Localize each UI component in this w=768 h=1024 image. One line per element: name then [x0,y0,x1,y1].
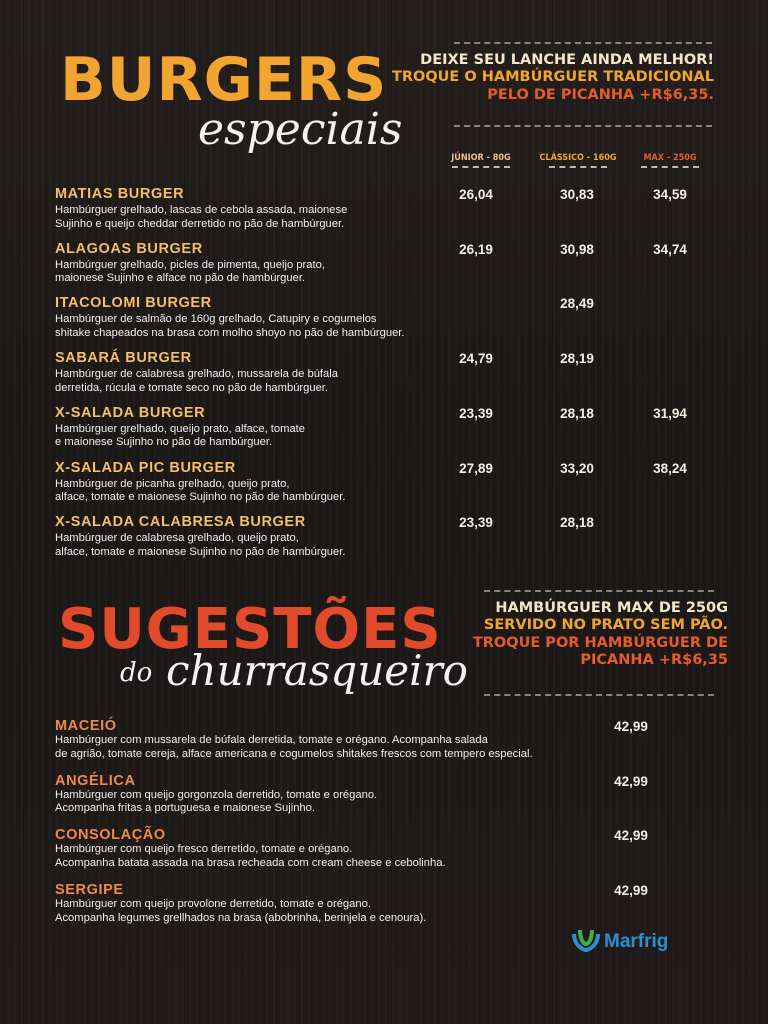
sugestoes-subtitle: churrasqueiro [166,646,468,695]
size-header-max-label: MAX - 250G [643,153,697,163]
sugestoes-title: SUGESTÕES [58,597,442,662]
burger-item-name: X-SALADA PIC BURGER [55,459,236,476]
sugestao-item-name: MACEIÓ [55,718,117,734]
sugestao-item-description: Hambúrguer com queijo provolone derretido, tomate e orégano. Acompanha legumes grellhados na brasa (abobrinha, berinjela e cenoura). [55,898,427,924]
burger-item-name: SABARÁ BURGER [55,350,192,367]
sugestao-item-description: Hambúrguer com mussarela de búfala derretida, tomate e orégano. Acompanha salada de agrião, tomate cereja, alface americana e cogumelos shitakes frescos com tempero especial. [55,734,533,760]
sugestao-item-description: Hambúrguer com queijo gorgonzola derretido, tomate e orégano. Acompanha fritas a portuguesa e maionese Sujinho. [55,788,378,815]
sugestao-item-name: SERGIPE [55,882,124,899]
sugestao-item-price: 42,99 [614,828,648,844]
burger-item-price: 26,04 [459,187,493,202]
burger-item-price: 31,94 [653,405,687,421]
burger-item-price: 23,39 [459,405,493,421]
sugestoes-promo-divider-top [484,590,714,592]
burger-item-price: 30,98 [560,241,594,257]
burger-item-price: 24,79 [459,351,493,367]
burger-item-price: 30,83 [560,187,594,202]
burger-item-name: ALAGOAS BURGER [55,240,203,257]
sugestoes-promo-line2: SERVIDO NO PRATO SEM PÃO. [483,617,728,634]
burgers-promo-line3: PELO DE PICANHA +R$6,35. [487,86,714,103]
burger-item-description: Hambúrguer de calabresa grelhado, queijo prato, alface, tomate e maionese Sujinho no pão de hambúrguer. [55,532,346,558]
burger-item-description: Hambúrguer grelhado, queijo prato, alface, tomate e maionese Sujinho no pão de hambúrguer. [55,422,306,449]
size-header-classico [530,153,626,168]
burger-item-price: 38,24 [653,460,687,476]
burger-item-price: 27,89 [459,460,493,476]
brand-name: Marfrig [604,930,669,952]
burger-item-price: 28,19 [560,351,594,367]
sugestoes-promo-line1: HAMBÚRGUER MAX DE 250G [495,600,728,616]
size-header-junior-label: JÚNIOR - 80G [451,153,511,163]
sugestao-item-price: 42,99 [614,773,648,789]
burger-item-description: Hambúrguer grelhado, picles de pimenta, queijo prato, maionese Sujinho e alface no pão de hambúrguer. [55,258,325,285]
burger-item-description: Hambúrguer de picanha grelhado, queijo prato, alface, tomate e maionese Sujinho no pão de hambúrguer. [55,477,346,503]
size-header-classico-label: CLÁSSICO - 160G [539,153,617,163]
burgers-title: BURGERS [60,45,388,115]
burgers-promo-line1: DEIXE SEU LANCHE AINDA MELHOR! [420,52,714,68]
marfrig-logo-icon [571,926,601,957]
sugestao-item-name: CONSOLAÇÃO [55,827,166,844]
sugestoes-promo-line3: TROQUE POR HAMBÚRGUER DE [472,634,728,651]
burger-item-description: Hambúrguer de calabresa grelhado, mussarela de búfala derretida, rúcula e tomate seco no pão de hambúrguer. [55,368,338,394]
burger-item-price: 28,49 [560,296,594,312]
sugestao-item-description: Hambúrguer com queijo fresco derretido, tomate e orégano. Acompanha batata assada na brasa recheada com cream cheese e cebolinha. [55,843,446,869]
burger-item-price: 34,74 [653,241,687,257]
burgers-subtitle: especiais [198,104,403,155]
burger-item-name: ITACOLOMI BURGER [55,295,212,312]
burger-item-price: 34,59 [653,187,687,202]
burger-item-name: X-SALADA BURGER [55,404,206,421]
burger-item-price: 28,18 [560,515,594,531]
sugestoes-promo-divider-bottom [484,694,714,696]
burgers-promo-divider-bottom [454,125,712,127]
burgers-promo-line2: TROQUE O HAMBÚRGUER TRADICIONAL [391,69,714,86]
sugestao-item-name: ANGÉLICA [55,772,136,789]
burgers-promo-divider-top [454,42,712,44]
sugestao-item-price: 42,99 [614,883,648,899]
burger-item-description: Hambúrguer de salmão de 160g grelhado, Catupiry e cogumelos shitake chapeados na brasa com molho shoyo no pão de hambúrguer. [55,313,405,339]
brand-logo [571,926,668,957]
burger-item-price: 23,39 [459,515,493,531]
burger-item-price: 26,19 [459,241,493,257]
burger-item-price: 28,18 [560,405,594,421]
burger-item-price: 33,20 [560,460,594,476]
size-header-junior [440,153,522,168]
burger-item-name: X-SALADA CALABRESA BURGER [55,514,306,531]
burger-item-description: Hambúrguer grelhado, lascas de cebola assada, maionese Sujinho e queijo cheddar derretido no pão de hambúrguer. [55,204,348,230]
burger-item-name: MATIAS BURGER [55,186,185,202]
sugestoes-promo [428,600,728,670]
sugestoes-promo-line4: PICANHA +R$6,35 [580,652,728,669]
burgers-promo [374,52,714,104]
sugestao-item-price: 42,99 [614,719,648,734]
sugestoes-subtitle-small: do [120,658,153,688]
size-header-max [632,153,708,168]
